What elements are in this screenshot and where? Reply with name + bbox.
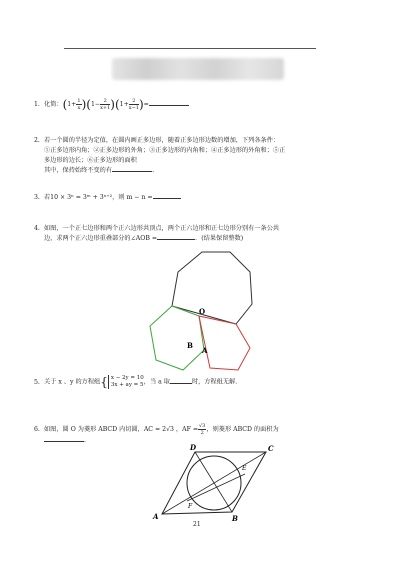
label-f: F [188, 503, 193, 510]
label-b: B [232, 514, 238, 523]
label-c: C [268, 444, 274, 453]
label-b: B [187, 341, 193, 350]
label-e: E [242, 465, 247, 472]
diagonal-bd [195, 452, 232, 512]
label-d: D [190, 443, 197, 452]
fraction-1-over-x: $\frac{1}{x}$ [77, 98, 81, 111]
fraction-af: $\frac{√3}{2}$ [199, 423, 206, 436]
label-o: O [199, 307, 206, 316]
page-number: 21 [193, 521, 201, 528]
label-a: A [202, 346, 208, 355]
fraction-2-over-x-minus-1: $\frac{2}{x-1}$ [128, 98, 139, 111]
label-a: A [153, 512, 159, 521]
question-4: 4. 如图，一个正七边形和两个正六边形共顶点，两个正六边形和正七边形分别有一条公共 边，求两个正六边形重叠部分的∠AOB = ．(结果保留整数) [34, 225, 280, 242]
question-6: 6. 如图，圆 O 为菱形 ABCD 内切圆，AC = 2√3 ，AF = $\frac{√3}{2}$ ，则菱形 ABCD 的面积为 . [34, 423, 279, 444]
question-2: 2. 若一个圆的半径为定值，在圆内画正多边形，随着正多边形边数的增加，下列各条件： ①正多边形内角；②正多边形的外角；③正多边形的内角和；④正多边形的外角和；⑤正 多边形的边长；⑥正多边形的面积 其中，保持始终不变的有 . [34, 137, 286, 174]
equation-system: x − 2y = 10 3x + ay = 5 [108, 375, 144, 389]
fraction-2-over-x-plus-1: $\frac{2}{x+1}$ [100, 98, 111, 111]
segment-f [187, 474, 245, 501]
question-1: 1. 化简：(1+ $\frac{1}{x}$ )(1− $\frac{2}{x+1}$ )(1+ $\frac{2}{x-1}$ )= [34, 98, 189, 111]
question-5: 5. 关于 x 、y 的方程组{ x − 2y = 10 3x + ay = 5 ，当 a 取 时，方程组无解. [34, 375, 238, 389]
question-3: 3. 若10 × 3ⁿ = 3ᵐ + 3ⁿ⁺²，则 m − n = [34, 193, 181, 203]
